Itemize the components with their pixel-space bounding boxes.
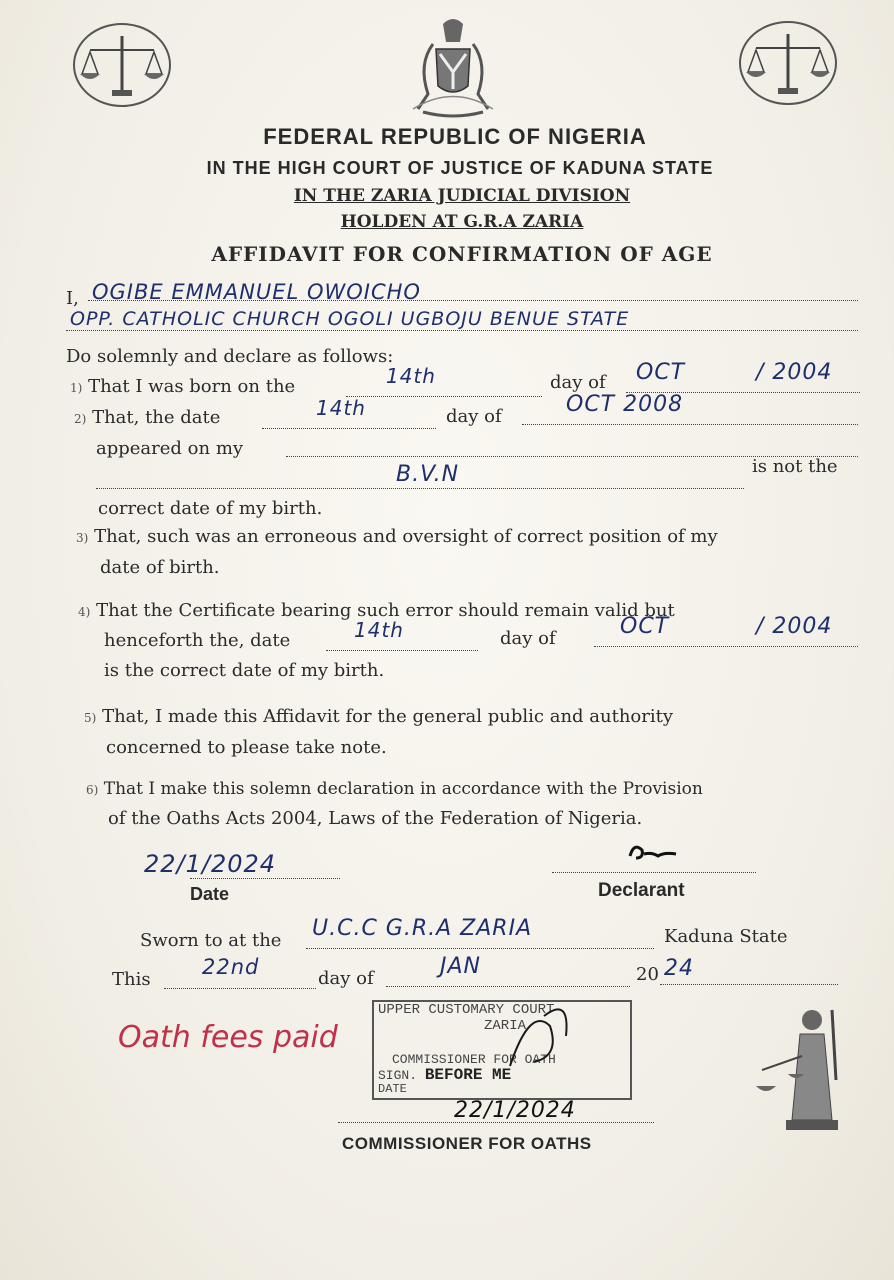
- clause-4-mid: day of: [500, 628, 556, 649]
- clause-6-number: 6): [86, 783, 99, 797]
- commissioner-label: COMMISSIONER FOR OATHS: [342, 1134, 592, 1153]
- dotted-line: [164, 988, 316, 989]
- declarant-label: Declarant: [598, 880, 685, 901]
- intro-text: Do solemnly and declare as follows:: [66, 346, 394, 367]
- republic-heading: FEDERAL REPUBLIC OF NIGERIA: [263, 124, 647, 149]
- dotted-line: [190, 878, 340, 879]
- clause-2-day: 14th: [316, 396, 366, 420]
- dotted-line: [552, 872, 756, 873]
- oath-fees-note: Oath fees paid: [118, 1020, 338, 1055]
- dotted-line: [594, 646, 858, 647]
- clause-4-number: 4): [78, 605, 91, 619]
- sworn-state: Kaduna State: [664, 926, 788, 947]
- sworn-month: JAN: [440, 954, 481, 979]
- coat-of-arms-icon: [398, 14, 508, 122]
- clause-3-number: 3): [76, 531, 89, 545]
- dotted-line: [326, 650, 478, 651]
- dotted-line: [262, 428, 436, 429]
- deponent-name: OGIBE EMMANUEL OWOICHO: [92, 280, 421, 304]
- stamp-date: DATE: [378, 1082, 407, 1096]
- clause-3-line1: That, such was an erroneous and oversight of correct position of my: [94, 526, 718, 547]
- sworn-day-of: day of: [318, 968, 374, 989]
- stamp-sign: SIGN.: [378, 1068, 418, 1083]
- dotted-line: [346, 396, 542, 397]
- clause-2-document: B.V.N: [396, 462, 460, 487]
- clause-2-tail2: correct date of my birth.: [98, 498, 323, 519]
- clause-4-year: 2004: [772, 614, 833, 639]
- clause-1-mid: day of: [550, 372, 606, 393]
- division-heading: IN THE ZARIA JUDICIAL DIVISION: [293, 186, 631, 206]
- sworn-lead: Sworn to at the: [140, 930, 282, 951]
- clause-5-line1: That, I made this Affidavit for the general public and authority: [102, 706, 674, 727]
- clause-2-tail: is not the: [752, 456, 838, 477]
- holden-heading: HOLDEN AT G.R.A ZARIA: [340, 212, 584, 232]
- deponent-prefix: I,: [66, 288, 79, 309]
- clause-3-line2: date of birth.: [100, 557, 220, 578]
- declarant-signature: [624, 838, 684, 868]
- sworn-year-prefix: 20: [636, 964, 659, 985]
- clause-2-lead: That, the date: [92, 407, 221, 428]
- clause-4-lead: henceforth the, date: [104, 630, 291, 651]
- clause-2-number: 2): [74, 412, 87, 426]
- clause-4-month: OCT: [620, 614, 670, 639]
- stamp-line3: COMMISSIONER FOR OATH: [392, 1052, 556, 1067]
- sworn-day: 22nd: [202, 955, 260, 979]
- sworn-year-suffix: 24: [664, 956, 694, 981]
- dotted-line: [522, 424, 858, 425]
- sworn-place: U.C.C G.R.A ZARIA: [312, 916, 533, 941]
- scales-of-justice-icon: [738, 20, 838, 106]
- dotted-line: [96, 488, 744, 489]
- clause-4-day: 14th: [354, 618, 404, 642]
- dotted-line: [306, 948, 654, 949]
- deponent-address: OPP. CATHOLIC CHURCH OGOLI UGBOJU BENUE STATE: [70, 308, 630, 330]
- clause-6-line2: of the Oaths Acts 2004, Laws of the Federation of Nigeria.: [108, 808, 643, 829]
- signed-date: 22/1/2024: [144, 850, 277, 878]
- dotted-line: [386, 986, 630, 987]
- lady-justice-icon: [752, 1000, 852, 1134]
- scales-of-justice-icon: [72, 22, 172, 108]
- address-line: [66, 330, 858, 331]
- clause-4-line3: is the correct date of my birth.: [104, 660, 385, 681]
- clause-1-month: OCT: [636, 360, 686, 385]
- date-label: Date: [190, 884, 230, 904]
- clause-1-day: 14th: [386, 364, 436, 388]
- clause-2-mid: day of: [446, 406, 502, 427]
- clause-6-line1: That I make this solemn declaration in accordance with the Provision: [103, 779, 703, 799]
- sworn-this: This: [112, 969, 151, 990]
- affidavit-title: AFFIDAVIT FOR CONFIRMATION OF AGE: [211, 242, 713, 266]
- affidavit-page: FEDERAL REPUBLIC OF NIGERIA IN THE HIGH COURT OF JUSTICE OF KADUNA STATE IN THE ZARIA JUDICIAL DIVISION HOLDEN AT G.R.A ZARIA AFFIDAVIT FOR CONFIRMATION OF AGE I, OGIBE EMMANUEL OWOICHO OPP. CATHOLIC CHURCH OGOLI UGBOJU BENUE STATE Do solemnly and declare as follows: 1) That I was born on the 14th day of OCT / 2004 2) That, the date 14th day of OCT 2008 appeared on my B.V.N is not the correct date of my birth. 3) That, such was an erroneous and oversight of correct position of my date of birth. 4) That the Certificate bearing such error should remain valid but henceforth the, date 14th day of OCT / 2004 is the correct date of my birth. 5) That, I made this Affidavit for the general public and authority concerned to please take note. 6) That I make this solemn declaration in accordance with the Provision of the Oaths Acts 2004, Laws of the Federation of Nigeria. 22/1/2024 Date Declarant Sworn to at the U.C.C G.R.A ZARIA Kaduna State This 22nd day of JAN 20 24 UPPER CUSTOMARY COURT ZARIA COMMISSIONER FOR OATH SIGN. BEFORE ME DATE Oath fees paid 22/1/2024 COMMISSIONER FOR OATHS: [0, 0, 894, 1280]
- clause-1-year: 2004: [772, 360, 833, 385]
- clause-5-number: 5): [84, 711, 97, 725]
- court-heading: IN THE HIGH COURT OF JUSTICE OF KADUNA STATE: [206, 158, 714, 178]
- commissioner-date: 22/1/2024: [454, 1098, 576, 1123]
- clause-4-line1: That the Certificate bearing such error should remain valid but: [96, 600, 675, 621]
- stamp-line1: UPPER CUSTOMARY COURT: [378, 1002, 555, 1018]
- clause-1-lead: That I was born on the: [88, 376, 296, 397]
- stamp-before-me: BEFORE ME: [424, 1066, 512, 1084]
- stamp-line2: ZARIA: [484, 1018, 527, 1034]
- clause-1-number: 1): [70, 381, 83, 395]
- clause-5-line2: concerned to please take note.: [106, 737, 387, 758]
- clause-2-appeared: appeared on my: [96, 438, 244, 459]
- clause-2-value: OCT 2008: [566, 392, 684, 417]
- commissioner-signature: [500, 996, 580, 1076]
- dotted-line: [660, 984, 838, 985]
